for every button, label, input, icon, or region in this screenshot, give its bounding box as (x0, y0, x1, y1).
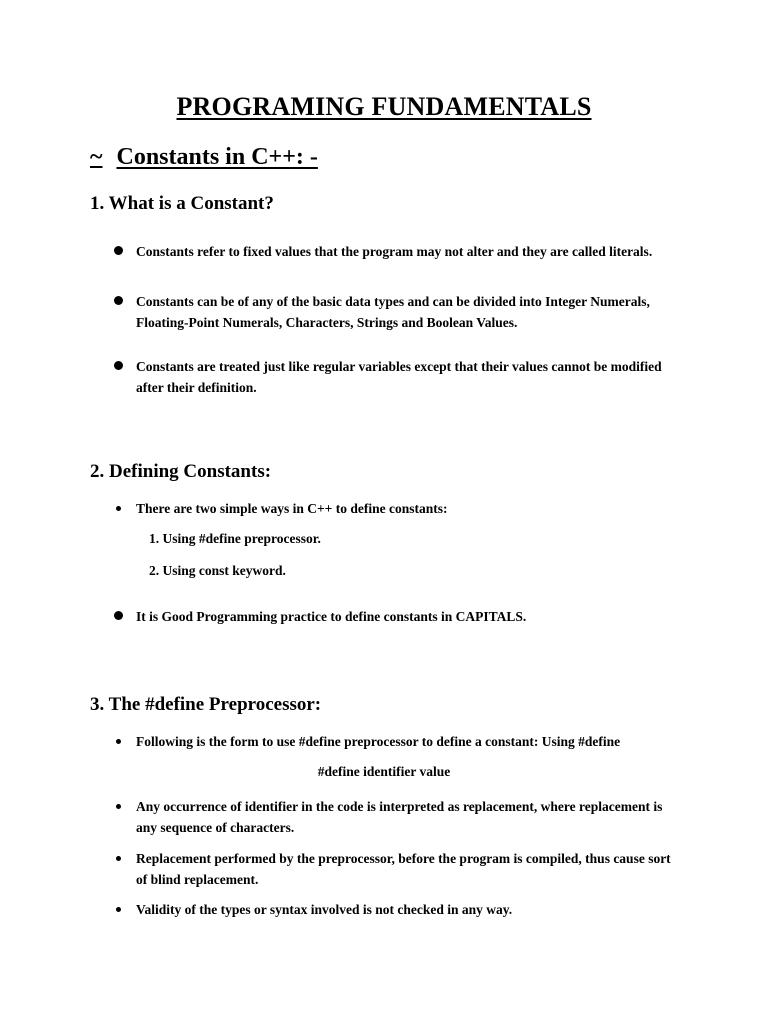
bullet-icon (116, 506, 121, 511)
list-item-text: It is Good Programming practice to define constants in CAPITALS. (136, 609, 527, 624)
bullet-icon (116, 804, 121, 809)
bullet-icon (114, 296, 123, 305)
bullet-icon (116, 856, 121, 861)
code-example: #define identifier value (317, 764, 451, 779)
topic-heading (90, 144, 318, 171)
list-item (136, 241, 681, 262)
list-item (136, 606, 681, 627)
list-item (136, 899, 681, 920)
list-item-text: Constants can be of any of the basic data types and can be divided into Integer Numerals, Floating-Point Numerals, Characters, Strings and Boolean Values. (136, 294, 650, 330)
bullet-icon (116, 739, 121, 744)
list-item-text: Any occurrence of identifier in the code is interpreted as replacement, where replacement is any sequence of characters. (136, 799, 663, 835)
topic-title: Constants in C++: - (116, 144, 318, 170)
list-item (136, 731, 681, 752)
section-heading: 3. The #define Preprocessor: (90, 694, 322, 715)
section-heading: 2. Defining Constants: (90, 461, 272, 482)
numbered-sub-item: 2. Using const keyword. (149, 563, 286, 578)
bullet-icon (114, 246, 123, 255)
list-item-text: There are two simple ways in C++ to define constants: (136, 501, 448, 516)
list-item-text: Following is the form to use #define preprocessor to define a constant: Using #define (136, 734, 621, 749)
list-item (136, 796, 681, 838)
list-item (136, 356, 681, 398)
numbered-sub-item: 1. Using #define preprocessor. (149, 531, 321, 546)
bullet-icon (114, 361, 123, 370)
list-item (136, 291, 681, 333)
list-item (136, 498, 681, 519)
section-heading: 1. What is a Constant? (90, 193, 274, 214)
list-item-text: Validity of the types or syntax involved is not checked in any way. (136, 902, 513, 917)
list-item (136, 848, 681, 890)
list-item-text: Replacement performed by the preprocessor, before the program is compiled, thus cause sort of blind replacement. (136, 851, 671, 887)
page-title: PROGRAMING FUNDAMENTALS (176, 92, 592, 121)
bullet-icon (116, 907, 121, 912)
tilde-marker: ~ (90, 144, 103, 170)
list-item-text: Constants refer to fixed values that the program may not alter and they are called literals. (136, 244, 653, 259)
bullet-icon (114, 611, 123, 620)
list-item-text: Constants are treated just like regular variables except that their values cannot be modified after their definition. (136, 359, 662, 395)
